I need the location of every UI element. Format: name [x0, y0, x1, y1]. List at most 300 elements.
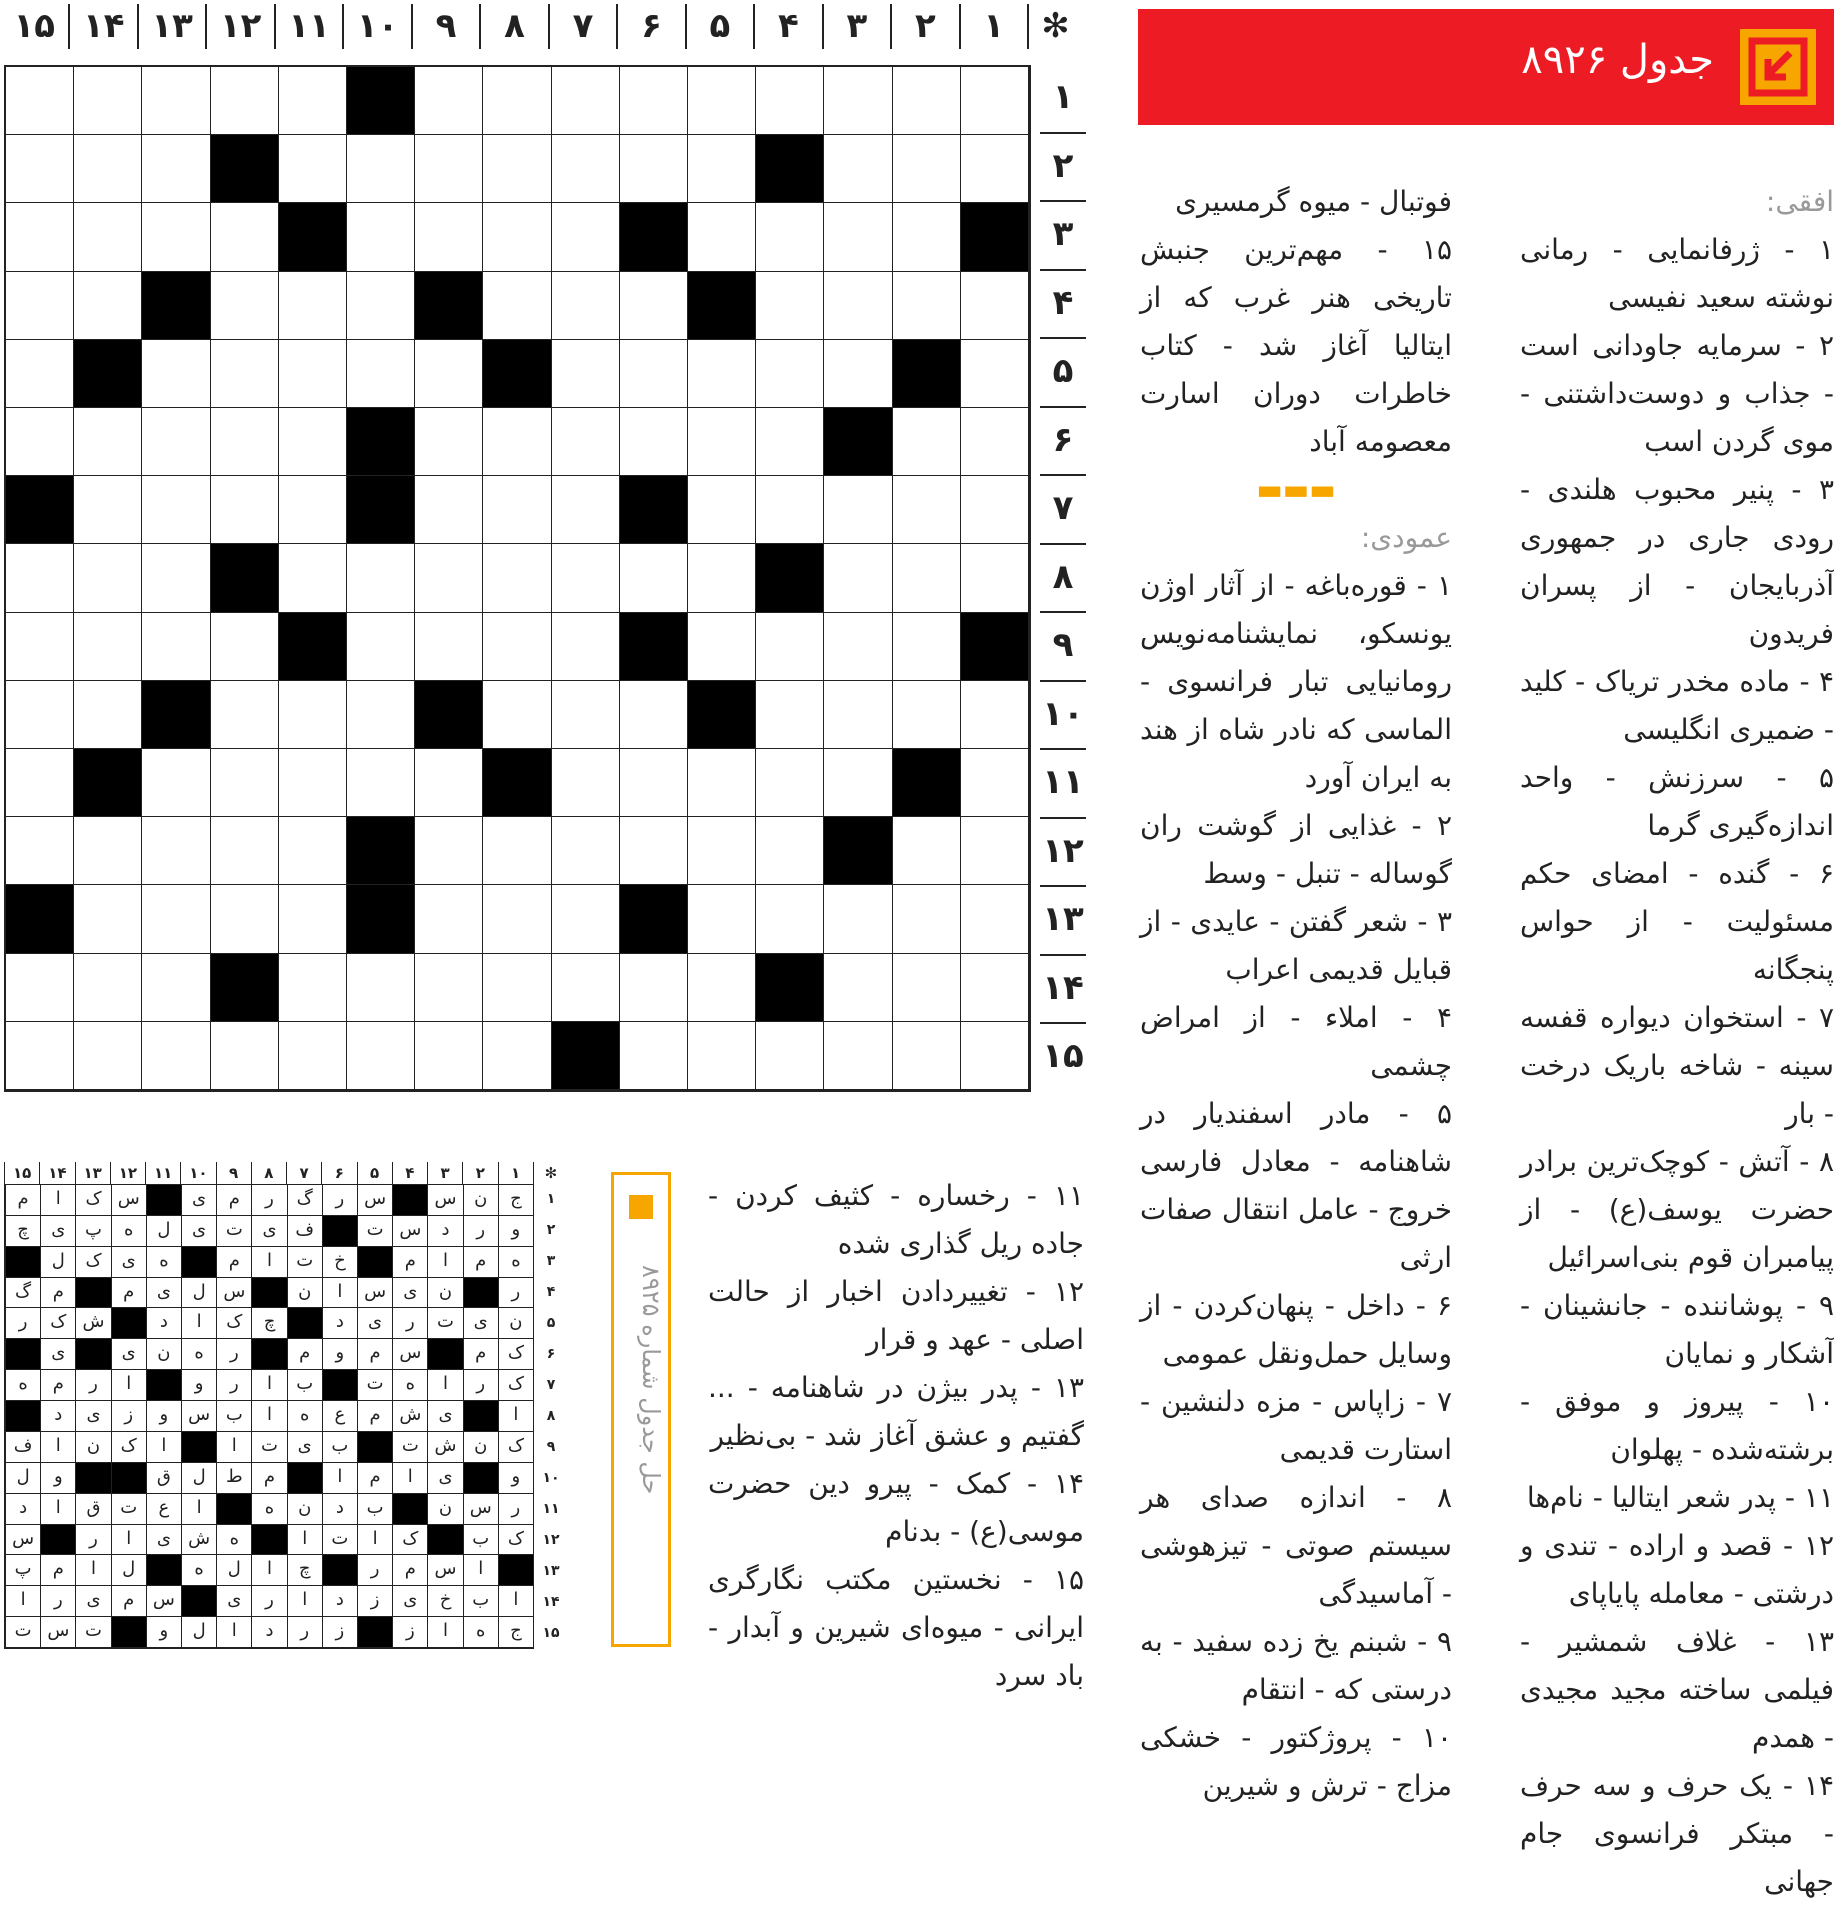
- solution-cell: ن: [287, 1278, 322, 1309]
- grid-cell[interactable]: [961, 135, 1029, 203]
- solution-cell: خ: [322, 1247, 357, 1278]
- grid-cell[interactable]: [824, 340, 892, 408]
- grid-cell[interactable]: [688, 954, 756, 1022]
- grid-cell[interactable]: [279, 885, 347, 953]
- solution-cell: د: [322, 1586, 357, 1617]
- grid-cell[interactable]: [620, 408, 688, 476]
- solution-cell: ی: [251, 1216, 286, 1247]
- solution-column-header: ۸: [251, 1162, 286, 1184]
- grid-cell[interactable]: [415, 476, 483, 544]
- solution-label-box: [611, 1172, 671, 1647]
- grid-cell[interactable]: [415, 135, 483, 203]
- grid-cell[interactable]: [279, 954, 347, 1022]
- grid-cell[interactable]: [756, 67, 824, 135]
- grid-cell[interactable]: [279, 340, 347, 408]
- grid-cell[interactable]: [142, 67, 210, 135]
- grid-cell[interactable]: [552, 408, 620, 476]
- solution-cell: س: [146, 1586, 181, 1617]
- solution-cell: س: [463, 1494, 498, 1525]
- solution-cell: د: [427, 1216, 462, 1247]
- grid-cell[interactable]: [620, 135, 688, 203]
- grid-cell[interactable]: [6, 340, 74, 408]
- grid-cell[interactable]: [620, 67, 688, 135]
- solution-cell: ع: [146, 1494, 181, 1525]
- grid-cell[interactable]: [620, 954, 688, 1022]
- column-header: ۱۵: [13, 6, 55, 46]
- row-header: ۱۳: [1040, 887, 1086, 956]
- grid-cell[interactable]: [347, 1022, 415, 1090]
- grid-cell[interactable]: [6, 1022, 74, 1090]
- grid-cell[interactable]: [824, 885, 892, 953]
- solution-cell: پ: [75, 1216, 110, 1247]
- grid-cell[interactable]: [824, 67, 892, 135]
- grid-cell[interactable]: [6, 203, 74, 271]
- solution-cell: ه: [498, 1247, 533, 1278]
- grid-cell[interactable]: [211, 476, 279, 544]
- column-header: ۹: [411, 4, 479, 49]
- grid-cell[interactable]: [142, 613, 210, 681]
- grid-cell[interactable]: [552, 476, 620, 544]
- grid-cell[interactable]: [756, 203, 824, 271]
- grid-cell[interactable]: [756, 749, 824, 817]
- solution-cell: ش: [392, 1401, 427, 1432]
- grid-cell[interactable]: [552, 954, 620, 1022]
- grid-cell[interactable]: [74, 408, 142, 476]
- grid-cell[interactable]: [824, 544, 892, 612]
- grid-cell[interactable]: [142, 408, 210, 476]
- grid-cell[interactable]: [347, 340, 415, 408]
- grid-cell[interactable]: [6, 135, 74, 203]
- grid-cell[interactable]: [279, 544, 347, 612]
- grid-cell[interactable]: [552, 340, 620, 408]
- grid-cell[interactable]: [142, 340, 210, 408]
- clue: ۷ - زاپاس - مزه دلنشین - استارت قدیمی: [1140, 1385, 1452, 1466]
- row-header: ۷: [1040, 476, 1086, 545]
- grid-cell[interactable]: [552, 681, 620, 749]
- clue: ۳ - شعر گفتن - عایدی - از قبایل قدیمی اعراب: [1140, 905, 1452, 986]
- grid-cell[interactable]: [74, 613, 142, 681]
- black-cell: [688, 681, 756, 749]
- grid-cell[interactable]: [961, 272, 1029, 340]
- solution-cell: م: [111, 1278, 146, 1309]
- grid-cell[interactable]: [142, 954, 210, 1022]
- grid-cell[interactable]: [893, 613, 961, 681]
- solution-cell: ا: [181, 1308, 216, 1339]
- grid-cell[interactable]: [211, 885, 279, 953]
- solution-cell: ا: [427, 1370, 462, 1401]
- solution-column-header: ۱۵: [4, 1162, 39, 1184]
- solution-cell: چ: [5, 1216, 40, 1247]
- solution-cell: م: [287, 1339, 322, 1370]
- grid-cell[interactable]: [74, 203, 142, 271]
- solution-grid-wrap: [4, 1162, 568, 1642]
- grid-cell[interactable]: [211, 817, 279, 885]
- grid-cell[interactable]: [6, 681, 74, 749]
- grid-cell[interactable]: [756, 613, 824, 681]
- grid-cell[interactable]: [483, 272, 551, 340]
- solution-cell: ی: [181, 1185, 216, 1216]
- grid-cell[interactable]: [552, 67, 620, 135]
- solution-cell: ت: [322, 1525, 357, 1556]
- solution-cell: ر: [251, 1185, 286, 1216]
- solution-cell: ک: [498, 1432, 533, 1463]
- grid-cell[interactable]: [74, 885, 142, 953]
- clue: ۱۴ - یک حرف و سه حرف - مبتکر فرانسوی جام جهانی: [1520, 1769, 1834, 1898]
- column-header: ۸: [479, 4, 547, 49]
- grid-cell[interactable]: [142, 749, 210, 817]
- grid-cell[interactable]: [824, 681, 892, 749]
- grid-cell[interactable]: [415, 749, 483, 817]
- grid-cell[interactable]: [279, 272, 347, 340]
- black-cell: [756, 954, 824, 1022]
- grid-cell[interactable]: [279, 749, 347, 817]
- solution-cell: ر: [498, 1278, 533, 1309]
- grid-cell[interactable]: [415, 817, 483, 885]
- black-cell: [483, 749, 551, 817]
- grid-cell[interactable]: [6, 749, 74, 817]
- row-header: ۸: [1040, 545, 1086, 614]
- solution-column-header: ۱۳: [75, 1162, 110, 1184]
- grid-cell[interactable]: [142, 817, 210, 885]
- grid-cell[interactable]: [620, 817, 688, 885]
- grid-cell[interactable]: [552, 203, 620, 271]
- solution-cell: س: [392, 1216, 427, 1247]
- grid-cell[interactable]: [824, 476, 892, 544]
- grid-cell[interactable]: [483, 67, 551, 135]
- black-cell: [688, 272, 756, 340]
- grid-cell[interactable]: [961, 681, 1029, 749]
- grid-cell[interactable]: [961, 1022, 1029, 1090]
- grid-cell[interactable]: [961, 954, 1029, 1022]
- solution-cell: چ: [287, 1555, 322, 1586]
- solution-cell: ا: [40, 1494, 75, 1525]
- clue: ۲ - سرمایه جاودانی است - جذاب و دوست‌داشتنی - موی گردن اسب: [1520, 329, 1834, 458]
- grid-cell[interactable]: [756, 340, 824, 408]
- solution-black-cell: [146, 1370, 181, 1401]
- solution-cell: چ: [251, 1308, 286, 1339]
- solution-cell: ا: [111, 1370, 146, 1401]
- solution-cell: ع: [322, 1401, 357, 1432]
- grid-cell[interactable]: [893, 681, 961, 749]
- grid-cell[interactable]: [824, 1022, 892, 1090]
- grid-cell[interactable]: [415, 67, 483, 135]
- grid-cell[interactable]: [756, 681, 824, 749]
- grid-cell[interactable]: [6, 817, 74, 885]
- solution-column-header: ۳: [427, 1162, 462, 1184]
- solution-cell: س: [216, 1278, 251, 1309]
- column-header: ۱۰: [342, 4, 410, 49]
- clue: ۱۵ - نخستین مکتب نگارگری ایرانی - میوه‌ای شیرین و آبدار - باد سرد: [708, 1563, 1084, 1692]
- solution-black-cell: [463, 1401, 498, 1432]
- solution-cell: ر: [75, 1525, 110, 1556]
- solution-cell: ت: [357, 1370, 392, 1401]
- grid-cell[interactable]: [893, 67, 961, 135]
- grid-cell[interactable]: [620, 681, 688, 749]
- grid-cell[interactable]: [74, 476, 142, 544]
- grid-cell[interactable]: [483, 613, 551, 681]
- solution-cell: م: [357, 1339, 392, 1370]
- grid-cell[interactable]: [211, 67, 279, 135]
- solution-black-cell: [75, 1463, 110, 1494]
- grid-cell[interactable]: [142, 885, 210, 953]
- solution-cell: ر: [251, 1586, 286, 1617]
- grid-cell[interactable]: [6, 67, 74, 135]
- solution-cell: ل: [181, 1278, 216, 1309]
- grid-cell[interactable]: [211, 681, 279, 749]
- grid-cell[interactable]: [688, 67, 756, 135]
- grid-cell[interactable]: [620, 272, 688, 340]
- grid-cell[interactable]: [211, 203, 279, 271]
- solution-cell: و: [146, 1617, 181, 1648]
- grid-cell[interactable]: [893, 476, 961, 544]
- grid-cell[interactable]: [483, 885, 551, 953]
- solution-black-cell: [392, 1185, 427, 1216]
- grid-cell[interactable]: [688, 1022, 756, 1090]
- grid-cell[interactable]: [620, 749, 688, 817]
- grid-cell[interactable]: [347, 135, 415, 203]
- grid-cell[interactable]: [552, 272, 620, 340]
- grid-cell[interactable]: [6, 613, 74, 681]
- solution-cell: ر: [287, 1617, 322, 1648]
- grid-cell[interactable]: [961, 67, 1029, 135]
- grid-cell[interactable]: [347, 954, 415, 1022]
- grid-cell[interactable]: [893, 135, 961, 203]
- grid-cell[interactable]: [6, 272, 74, 340]
- grid-cell[interactable]: [961, 817, 1029, 885]
- grid-cell[interactable]: [688, 817, 756, 885]
- grid-cell[interactable]: [483, 135, 551, 203]
- grid-cell[interactable]: [6, 408, 74, 476]
- solution-cell: ر: [392, 1308, 427, 1339]
- grid-cell[interactable]: [211, 1022, 279, 1090]
- grid-cell[interactable]: [756, 1022, 824, 1090]
- solution-cell: و: [181, 1370, 216, 1401]
- solution-cell: ا: [322, 1278, 357, 1309]
- grid-cell[interactable]: [961, 408, 1029, 476]
- grid-cell[interactable]: [756, 408, 824, 476]
- row-header: ۲: [1040, 134, 1086, 203]
- grid-cell[interactable]: [552, 817, 620, 885]
- grid-cell[interactable]: [279, 135, 347, 203]
- grid-cell[interactable]: [688, 544, 756, 612]
- grid-cell[interactable]: [552, 885, 620, 953]
- horizontal-heading: افقی:: [1765, 185, 1834, 218]
- solution-black-cell: [40, 1525, 75, 1556]
- grid-cell[interactable]: [483, 1022, 551, 1090]
- solution-cell: ی: [146, 1525, 181, 1556]
- solution-black-cell: [322, 1370, 357, 1401]
- black-cell: [347, 408, 415, 476]
- solution-cell: ت: [5, 1617, 40, 1648]
- solution-cell: ا: [427, 1617, 462, 1648]
- grid-cell[interactable]: [347, 544, 415, 612]
- solution-cell: ی: [357, 1308, 392, 1339]
- grid-cell[interactable]: [279, 67, 347, 135]
- grid-cell[interactable]: [415, 613, 483, 681]
- grid-cell[interactable]: [483, 954, 551, 1022]
- grid-cell[interactable]: [74, 67, 142, 135]
- solution-cell: م: [463, 1339, 498, 1370]
- solution-cell: ل: [181, 1463, 216, 1494]
- grid-cell[interactable]: [961, 885, 1029, 953]
- solution-cell: ک: [392, 1525, 427, 1556]
- grid-cell[interactable]: [552, 613, 620, 681]
- grid-cell[interactable]: [483, 681, 551, 749]
- solution-row-header: ۱۵: [542, 1625, 560, 1641]
- solution-cell: ل: [5, 1463, 40, 1494]
- grid-cell[interactable]: [620, 544, 688, 612]
- grid-cell[interactable]: [74, 544, 142, 612]
- grid-cell[interactable]: [552, 544, 620, 612]
- grid-cell[interactable]: [620, 340, 688, 408]
- grid-cell[interactable]: [824, 954, 892, 1022]
- grid-cell[interactable]: [483, 203, 551, 271]
- solution-cell: ک: [498, 1370, 533, 1401]
- grid-cell[interactable]: [74, 272, 142, 340]
- grid-cell[interactable]: [415, 340, 483, 408]
- solution-row-header: ۱۰: [542, 1470, 560, 1486]
- solution-column-header: ۱۰: [180, 1162, 215, 1184]
- grid-cell[interactable]: [415, 954, 483, 1022]
- grid-cell[interactable]: [415, 203, 483, 271]
- grid-cell[interactable]: [415, 885, 483, 953]
- solution-black-cell: [357, 1617, 392, 1648]
- grid-cell[interactable]: [552, 135, 620, 203]
- solution-cell: ت: [287, 1247, 322, 1278]
- grid-cell[interactable]: [961, 476, 1029, 544]
- grid-cell[interactable]: [961, 544, 1029, 612]
- solution-black-cell: [216, 1494, 251, 1525]
- grid-cell[interactable]: [142, 544, 210, 612]
- grid-cell[interactable]: [142, 135, 210, 203]
- grid-cell[interactable]: [893, 817, 961, 885]
- grid-cell[interactable]: [893, 544, 961, 612]
- solution-cell: ر: [75, 1370, 110, 1401]
- grid-cell[interactable]: [824, 135, 892, 203]
- solution-cell: ه: [111, 1216, 146, 1247]
- grid-cell[interactable]: [688, 749, 756, 817]
- solution-cell: ت: [251, 1432, 286, 1463]
- solution-cell: س: [357, 1278, 392, 1309]
- solution-black-cell: [5, 1247, 40, 1278]
- grid-cell[interactable]: [415, 544, 483, 612]
- grid-cell[interactable]: [961, 340, 1029, 408]
- grid-cell[interactable]: [74, 954, 142, 1022]
- solution-column-header: ✻: [533, 1162, 568, 1184]
- grid-cell[interactable]: [824, 203, 892, 271]
- grid-cell[interactable]: [74, 681, 142, 749]
- grid-cell[interactable]: [552, 749, 620, 817]
- clue: ۹ - شبنم یخ زده سفید - به درستی که - انتقام: [1140, 1625, 1452, 1706]
- grid-cell[interactable]: [893, 954, 961, 1022]
- solution-cell: ف: [287, 1216, 322, 1247]
- grid-cell[interactable]: [893, 408, 961, 476]
- grid-cell[interactable]: [347, 681, 415, 749]
- row-header: ۱۴: [1040, 956, 1086, 1025]
- solution-cell: ه: [251, 1494, 286, 1525]
- grid-cell[interactable]: [415, 1022, 483, 1090]
- grid-cell[interactable]: [756, 272, 824, 340]
- grid-cell[interactable]: [483, 544, 551, 612]
- grid-cell[interactable]: [347, 749, 415, 817]
- grid-cell[interactable]: [824, 613, 892, 681]
- grid-cell[interactable]: [279, 817, 347, 885]
- solution-cell: م: [40, 1278, 75, 1309]
- crossword-grid[interactable]: [4, 65, 1031, 1092]
- grid-cell[interactable]: [620, 1022, 688, 1090]
- grid-cell[interactable]: [142, 476, 210, 544]
- grid-cell[interactable]: [688, 613, 756, 681]
- grid-cell[interactable]: [483, 817, 551, 885]
- grid-cell[interactable]: [211, 272, 279, 340]
- grid-cell[interactable]: [961, 749, 1029, 817]
- grid-cell[interactable]: [688, 135, 756, 203]
- grid-cell[interactable]: [279, 476, 347, 544]
- grid-cell[interactable]: [688, 203, 756, 271]
- solution-cell: ل: [146, 1216, 181, 1247]
- clues-left: [708, 1172, 1084, 1700]
- grid-cell[interactable]: [279, 681, 347, 749]
- solution-cell: ن: [75, 1432, 110, 1463]
- grid-cell[interactable]: [893, 272, 961, 340]
- grid-cell[interactable]: [893, 203, 961, 271]
- grid-cell[interactable]: [347, 203, 415, 271]
- grid-cell[interactable]: [893, 885, 961, 953]
- solution-cell: ی: [111, 1339, 146, 1370]
- grid-cell[interactable]: [824, 272, 892, 340]
- grid-cell[interactable]: [211, 408, 279, 476]
- grid-cell[interactable]: [483, 476, 551, 544]
- solution-cell: ه: [146, 1247, 181, 1278]
- grid-cell[interactable]: [893, 1022, 961, 1090]
- grid-cell[interactable]: [756, 817, 824, 885]
- grid-cell[interactable]: [211, 613, 279, 681]
- grid-cell[interactable]: [142, 203, 210, 271]
- grid-cell[interactable]: [824, 749, 892, 817]
- grid-cell[interactable]: [74, 1022, 142, 1090]
- grid-cell[interactable]: [279, 1022, 347, 1090]
- clues-horizontal: [1520, 178, 1834, 1906]
- grid-cell[interactable]: [415, 408, 483, 476]
- grid-cell[interactable]: [688, 476, 756, 544]
- solution-black-cell: [498, 1555, 533, 1586]
- grid-cell[interactable]: [6, 544, 74, 612]
- grid-cell[interactable]: [756, 476, 824, 544]
- solution-row-header: ۴: [546, 1284, 556, 1300]
- grid-cell[interactable]: [688, 885, 756, 953]
- solution-cell: ا: [111, 1525, 146, 1556]
- solution-cell: د: [40, 1401, 75, 1432]
- grid-cell[interactable]: [688, 340, 756, 408]
- solution-column-header: ۷: [286, 1162, 321, 1184]
- black-cell: [347, 476, 415, 544]
- grid-cell[interactable]: [279, 408, 347, 476]
- grid-cell[interactable]: [211, 340, 279, 408]
- grid-cell[interactable]: [6, 954, 74, 1022]
- grid-cell[interactable]: [347, 613, 415, 681]
- grid-cell[interactable]: [756, 885, 824, 953]
- grid-cell[interactable]: [74, 135, 142, 203]
- grid-cell[interactable]: [142, 1022, 210, 1090]
- black-cell: [6, 885, 74, 953]
- grid-cell[interactable]: [347, 272, 415, 340]
- grid-cell[interactable]: [688, 408, 756, 476]
- grid-cell[interactable]: [74, 817, 142, 885]
- solution-cell: ل: [40, 1247, 75, 1278]
- solution-cell: ک: [498, 1525, 533, 1556]
- grid-cell[interactable]: [211, 749, 279, 817]
- grid-cell[interactable]: [483, 408, 551, 476]
